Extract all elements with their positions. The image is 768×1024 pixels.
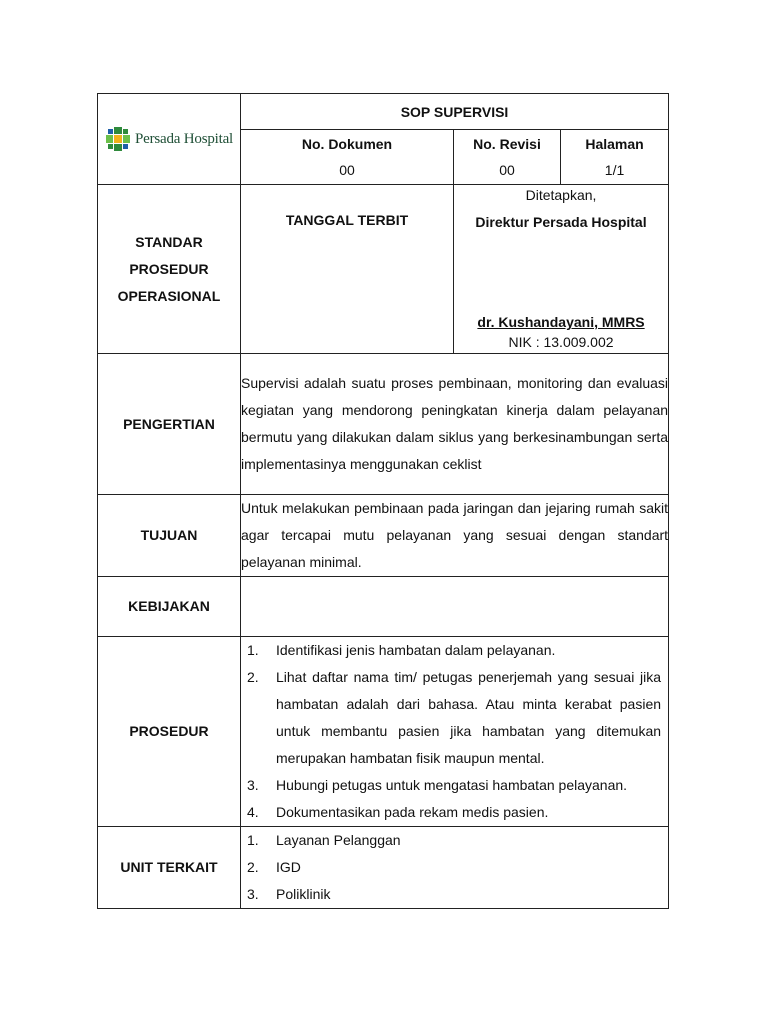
- ditetapkan-cell: [454, 185, 669, 354]
- sop-line-3: OPERASIONAL: [117, 287, 221, 304]
- revision-cell: [454, 130, 561, 185]
- list-text: Layanan Pelanggan: [276, 832, 401, 848]
- logo-text: Persada Hospital: [134, 130, 234, 147]
- revision-value: 00: [499, 162, 515, 178]
- unit-terkait-list-cell: [241, 827, 669, 909]
- page-label: Halaman: [585, 136, 644, 152]
- ditetapkan-text: Ditetapkan,: [525, 187, 597, 203]
- prosedur-label: PROSEDUR: [98, 637, 241, 827]
- list-text: Identifikasi jenis hambatan dalam pelayanan.: [276, 642, 556, 658]
- list-number: 2.: [247, 669, 259, 685]
- list-item: [247, 881, 661, 908]
- pengertian-label: PENGERTIAN: [98, 354, 241, 495]
- signer-nik: NIK : 13.009.002: [508, 334, 614, 350]
- tujuan-label: TUJUAN: [98, 495, 241, 577]
- list-text: IGD: [276, 859, 301, 875]
- list-number: 1.: [247, 642, 259, 658]
- list-text: Lihat daftar nama tim/ petugas penerjemah yang sesuai jika hambatan adalah dari bahasa. Atau minta kerabat pasien untuk membantu pasien jika hambatan yang ditemukan merupakan hambatan fisik maupun mental.: [276, 669, 662, 766]
- sop-label-cell: [98, 185, 241, 354]
- list-item: [247, 799, 661, 826]
- director-title: Direktur Persada Hospital: [475, 214, 647, 230]
- tanggal-terbit: TANGGAL TERBIT: [241, 185, 454, 354]
- list-text: Dokumentasikan pada rekam medis pasien.: [276, 804, 549, 820]
- doc-number-cell: [241, 130, 454, 185]
- hospital-logo: [98, 126, 240, 152]
- signer-name: dr. Kushandayani, MMRS: [477, 314, 645, 330]
- list-text: Hubungi petugas untuk mengatasi hambatan pelayanan.: [276, 777, 628, 793]
- kebijakan-text: [241, 577, 669, 637]
- sop-line-2: PROSEDUR: [129, 260, 209, 277]
- revision-label: No. Revisi: [473, 136, 541, 152]
- hospital-cross-icon: [105, 126, 131, 152]
- prosedur-list: [241, 637, 668, 826]
- doc-number-value: 00: [339, 162, 355, 178]
- prosedur-list-cell: [241, 637, 669, 827]
- unit-terkait-label: UNIT TERKAIT: [98, 827, 241, 909]
- list-text: Poliklinik: [276, 886, 331, 902]
- list-number: 1.: [247, 832, 259, 848]
- logo-cell: [98, 94, 241, 185]
- list-number: 2.: [247, 859, 259, 875]
- tujuan-text: Untuk melakukan pembinaan pada jaringan dan jejaring rumah sakit agar tercapai mutu pelayanan yang sesuai dengan standart pelayanan minimal.: [241, 500, 669, 570]
- list-item: [247, 664, 661, 772]
- unit-terkait-list: [241, 827, 668, 908]
- sop-line-1: STANDAR: [135, 233, 203, 250]
- pengertian-text-cell: [241, 354, 669, 495]
- list-number: 3.: [247, 886, 259, 902]
- sop-document-table: [97, 93, 669, 909]
- list-number: 4.: [247, 804, 259, 820]
- list-item: [247, 854, 661, 881]
- pengertian-text: Supervisi adalah suatu proses pembinaan, monitoring dan evaluasi kegiatan yang mendorong peningkatan kinerja dalam pelayanan bermutu yang dilakukan dalam siklus yang berkesinambungan serta implementasinya menggunakan ceklist: [241, 375, 669, 472]
- page-cell: [561, 130, 669, 185]
- kebijakan-label: KEBIJAKAN: [98, 577, 241, 637]
- document-title: SOP SUPERVISI: [241, 94, 669, 130]
- list-item: [247, 772, 661, 799]
- list-item: [247, 637, 661, 664]
- doc-number-label: No. Dokumen: [301, 136, 393, 152]
- page-value: 1/1: [604, 162, 625, 178]
- tujuan-text-cell: [241, 495, 669, 577]
- list-number: 3.: [247, 777, 259, 793]
- list-item: [247, 827, 661, 854]
